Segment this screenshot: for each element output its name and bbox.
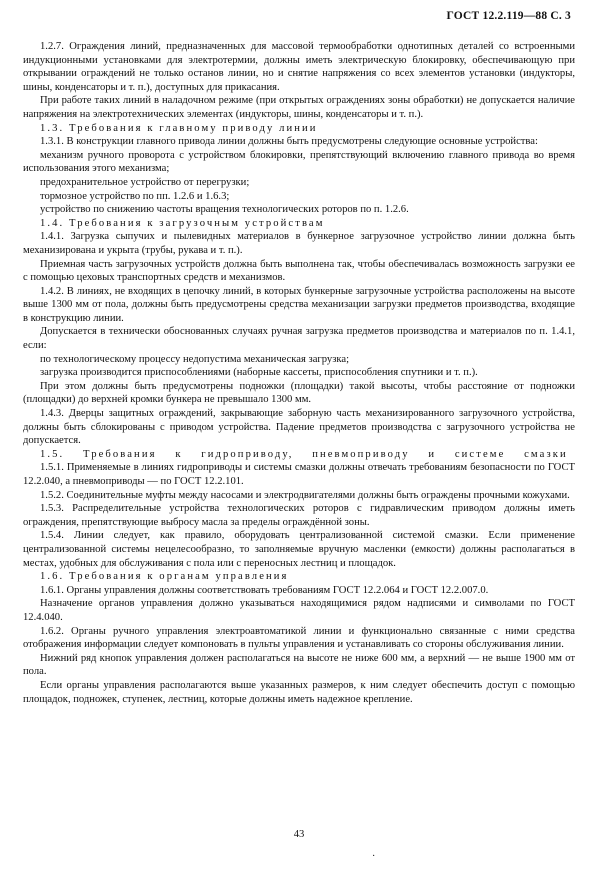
paragraph: 1.2.7. Ограждения линий, предназначенных для массовой термообработки однотипных деталей со встроенными индукционными установками для электротермии, должны иметь электрическую блокировку, обеспечивающую при открывании ограждений не только останов линии, но и снятие напряжения со всех элементов установки (индукторы, шины, конденсаторы и т. п.), доступных для прикасания.: [23, 41, 575, 93]
paragraph: 1.6.2. Органы ручного управления электроавтоматикой линии и функционально связанные с ними средства отображения информации следует компоновать в пульты управления и устанавливать со стороны обслуживания линии.: [23, 625, 575, 651]
scan-speck: ·: [372, 851, 376, 862]
paragraph: 1.4.1. Загрузка сыпучих и пылевидных материалов в бункерное загрузочное устройство линии должна быть механизирована и укрыта (трубы, рукава и т. п.).: [23, 231, 575, 256]
paragraph: 1.4.2. В линиях, не входящих в цепочку линий, в которых бункерные загрузочные устройства расположены на высоте выше 1300 мм от пола, должны быть предусмотрены средства механизации загрузки предметов производства, входящие в конструкцию линии.: [23, 285, 575, 324]
paragraph: При работе таких линий в наладочном режиме (при открытых ограждениях зоны обработки) не допускается наличие напряжения на электротехнических элементах (индукторы, шины, конденсаторы и т. п.).: [23, 95, 575, 120]
paragraph: 1.5.2. Соединительные муфты между насосами и электродвигателями должны быть ограждены прочными кожухами.: [40, 489, 570, 501]
section-heading: 1.3. Требования к главному приводу линии: [40, 122, 318, 134]
paragraph: Допускается в технически обоснованных случаях ручная загрузка предметов производства и материалов по п. 1.4.1, если:: [23, 326, 575, 352]
paragraph: 1.5.4. Линии следует, как правило, оборудовать централизованной системой смазки. Если применение централизованной системы нецелесообразно, то заполняемые вручную масленки (емкости) должны располагаться в местах, удобных для обслуживания с пола или с переносных лестниц и площадок.: [23, 530, 575, 569]
page-header: ГОСТ 12.2.119—88 С. 3: [446, 10, 571, 22]
document-body: [23, 40, 575, 706]
paragraph: 1.5.3. Распределительные устройства технологических роторов с гидравлическим приводом должны иметь ограждения, препятствующие выбросу масла за пределы ограждённой зоны.: [23, 503, 575, 528]
paragraph: механизм ручного проворота с устройством блокировки, препятствующий включению главного привода во время использования этого механизма;: [23, 149, 575, 175]
paragraph: загрузка производится приспособлениями (наборные кассеты, приспособления спутники и т. п.).: [40, 367, 478, 379]
paragraph: устройство по снижению частоты вращения технологических роторов по п. 1.2.6.: [40, 204, 409, 216]
page-number: 43: [293, 829, 305, 840]
paragraph: 1.3.1. В конструкции главного привода линии должны быть предусмотрены следующие основные устройства:: [40, 136, 538, 148]
paragraph: тормозное устройство по пп. 1.2.6 и 1.6.3;: [40, 190, 230, 202]
paragraph: Приемная часть загрузочных устройств должна быть выполнена так, чтобы обеспечивалась возможность загрузки ее с помощью цеховых транспортных средств и механизмов.: [23, 258, 575, 284]
paragraph: Если органы управления располагаются выше указанных размеров, к ним следует обеспечить доступ с помощью площадок, подножек, ступенек, лестниц, которые должны иметь надежное крепление.: [23, 679, 575, 705]
paragraph: Назначение органов управления должно указываться находящимися рядом надписями и символами по ГОСТ 12.4.040.: [23, 598, 575, 623]
paragraph: 1.5.1. Применяемые в линиях гидроприводы и системы смазки должны отвечать требованиям безопасности по ГОСТ 12.2.040, а пневмоприводы — по ГОСТ 12.2.101.: [23, 462, 575, 487]
section-heading: 1.5. Требования к гидроприводу, пневмоприводу и системе смазки: [40, 448, 568, 460]
section-heading: 1.4. Требования к загрузочным устройствам: [40, 217, 325, 229]
paragraph: Нижний ряд кнопок управления должен располагаться на высоте не ниже 600 мм, а верхний — не выше 1900 мм от пола.: [23, 652, 575, 678]
paragraph: по технологическому процессу недопустима механическая загрузка;: [40, 353, 350, 365]
paragraph: 1.4.3. Дверцы защитных ограждений, закрывающие заборную часть механизированного загрузочного устройства, должны быть сблокированы с приводом устройства. Падение предметов производства с загрузочного устройства не допускается.: [23, 408, 575, 447]
paragraph: 1.6.1. Органы управления должны соответствовать требованиям ГОСТ 12.2.064 и ГОСТ 12.2.007.0.: [40, 584, 489, 596]
paragraph: предохранительное устройство от перегрузки;: [40, 176, 250, 188]
section-heading: 1.6. Требования к органам управления: [40, 571, 289, 583]
paragraph: При этом должны быть предусмотрены подножки (площадки) такой высоты, чтобы расстояние от подножки (площадки) до верхней кромки бункера не превышало 1300 мм.: [23, 380, 575, 406]
